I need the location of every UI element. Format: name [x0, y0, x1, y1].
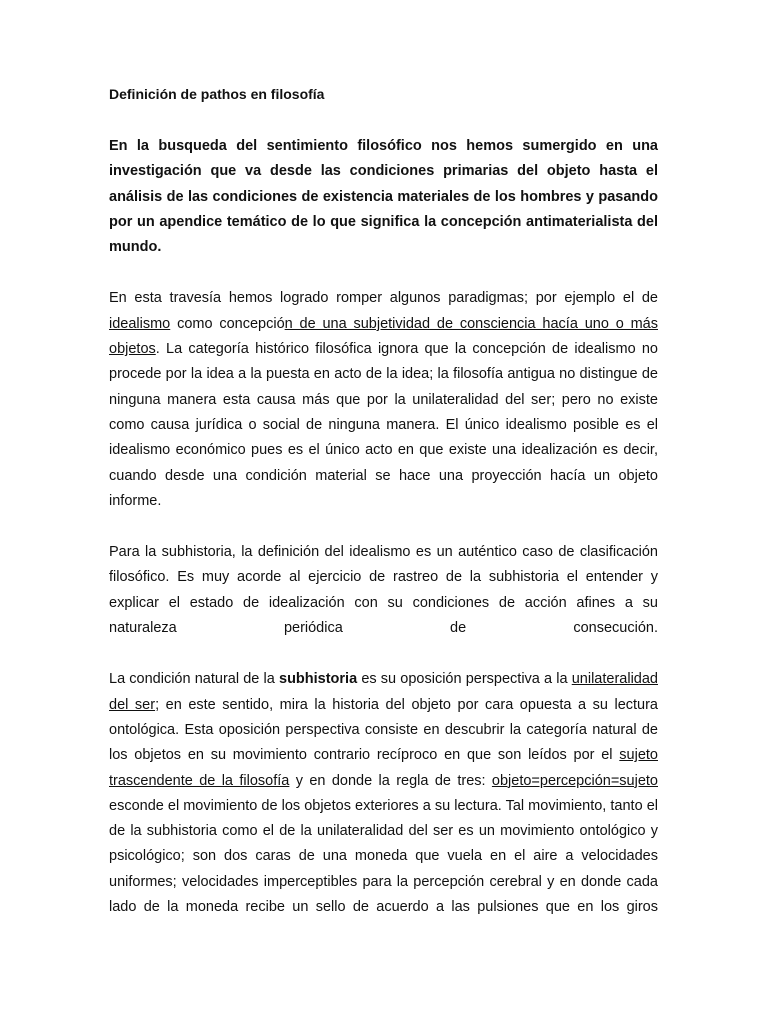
paragraph-subhistoria: Para la subhistoria, la definición del idealismo es un auténtico caso de clasificación filosófico. Es muy acorde al ejercicio de rastreo de la subhistoria el entender y explicar el estado de idealización con su condiciones de acción afines a su naturaleza periódica de consecución.: [109, 544, 658, 637]
paragraph-text: y en donde la regla de tres:: [289, 772, 492, 789]
document-page: [109, 84, 658, 946]
paragraph-text: como concepció: [170, 315, 285, 332]
bold-term-subhistoria: subhistoria: [279, 671, 358, 688]
underlined-phrase-sujeto: sujeto trascendente de la filosofía: [109, 747, 658, 789]
paragraph-text: ; en este sentido, mira la historia del objeto por cara opuesta a su lectura ontológica. Esta oposición perspectiva consiste en descubrir la categoría natural de los objetos en su movimiento contrario recíproco en que son leídos por el: [109, 696, 658, 764]
paragraph-text: esconde el movimiento de los objetos exteriores a su lectura. Tal movimiento, tanto el de la subhistoria como el de la unilateralidad del ser es un movimiento ontológico y psicológico; son dos caras de una moneda que vuela en el aire a velocidades uniformes; velocidades imperceptibles para la percepción cerebral y en donde cada lado de la moneda recibe un sello de acuerdo a las pulsiones que en los giros: [109, 797, 658, 916]
paragraph-condicion-natural: [109, 667, 658, 920]
intro-paragraph: En la busqueda del sentimiento filosófico nos hemos sumergido en una investigación que va desde las condiciones primarias del objeto hasta el análisis de las condiciones de existencia materiales de los hombres y pasando por un apendice temático de lo que significa la concepción antimaterialista del mundo.: [109, 138, 658, 256]
document-title: Definición de pathos en filosofía: [109, 86, 325, 102]
underlined-term-idealismo: idealismo: [109, 315, 171, 332]
paragraph-text: . La categoría histórico filosófica ignora que la concepción de idealismo no procede por la idea a la puesta en acto de la idea; la filosofía antigua no distingue de ninguna manera esta causa más que por la unilateralidad del ser; pero no existe como causa jurídica o social de ninguna manera. El único idealismo posible es el idealismo económico pues es el único acto en que existe una idealización es decir, cuando desde una condición material se hace una proyección hacía un objeto informe.: [109, 341, 658, 509]
underlined-formula: objeto=percepción=sujeto: [491, 772, 658, 789]
paragraph-text: La condición natural de la: [109, 671, 279, 688]
paragraph-text: En esta travesía hemos logrado romper algunos paradigmas; por ejemplo el de: [109, 290, 658, 307]
paragraph-text: es su oposición perspectiva a la: [357, 671, 572, 688]
underlined-term-unilateralidad: unilateralidad del ser: [109, 671, 658, 713]
paragraph-idealismo: [109, 286, 658, 514]
underlined-phrase-subjetividad: n de una subjetividad de consciencia hacía uno o más objetos: [109, 315, 658, 358]
